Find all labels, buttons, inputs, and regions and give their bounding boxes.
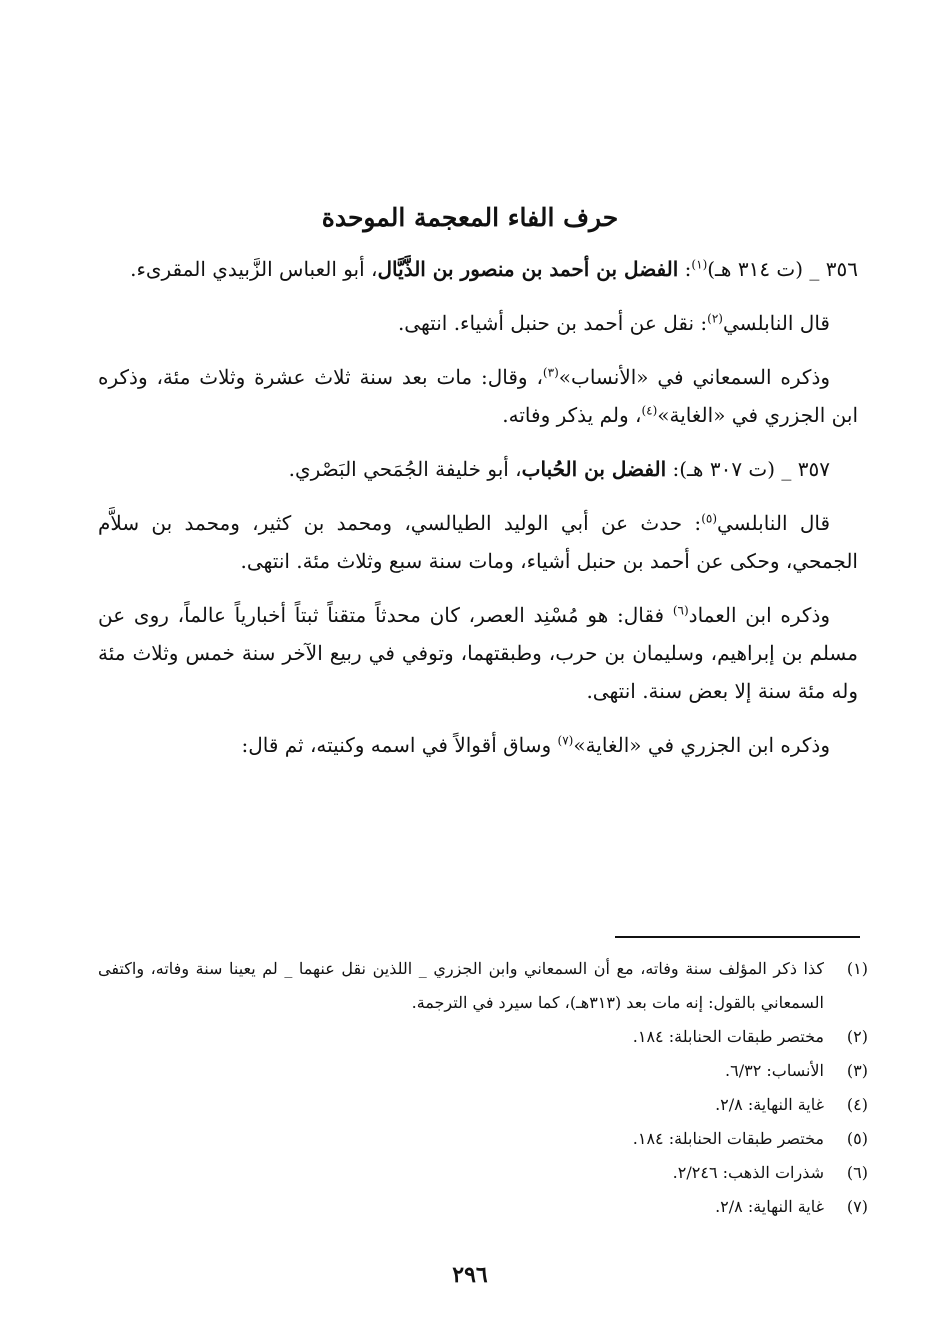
footnote-number: (١) xyxy=(846,959,868,978)
footnote-text: مختصر طبقات الحنابلة: ١٨٤. xyxy=(632,1129,824,1148)
footnote-number: (٤) xyxy=(846,1095,868,1114)
footnote-item xyxy=(98,1088,868,1122)
footnote-number: (٢) xyxy=(846,1027,868,1046)
footnote-text: غاية النهاية: ٢/٨. xyxy=(715,1095,824,1114)
entry-357 xyxy=(98,450,858,488)
footnote-text: مختصر طبقات الحنابلة: ١٨٤. xyxy=(632,1027,824,1046)
footnote-item xyxy=(98,1054,868,1088)
entry-colon: : xyxy=(666,457,680,481)
paragraph xyxy=(98,596,858,710)
footnote-item xyxy=(98,952,868,1020)
entry-356 xyxy=(98,250,858,288)
footnote-ref: (٣) xyxy=(542,365,559,380)
paragraph-text: وذكره ابن الجزري في «الغاية» xyxy=(573,733,830,757)
paragraph xyxy=(98,504,858,580)
footnote-text: شذرات الذهب: ٢/٢٤٦. xyxy=(672,1163,824,1182)
paragraph-text: وساق أقوالاً في اسمه وكنيته، ثم قال: xyxy=(241,733,558,757)
paragraph-text: : نقل عن أحمد بن حنبل أشياء. انتهى. xyxy=(397,311,708,335)
footnote-ref: (٤) xyxy=(641,403,658,418)
footnote-item xyxy=(98,1190,868,1224)
footnote-divider xyxy=(615,936,860,938)
entry-colon: : xyxy=(678,257,692,281)
paragraph-text: وذكره السمعاني في «الأنساب» xyxy=(558,365,831,389)
paragraph xyxy=(98,304,858,342)
entry-name: الفضل بن أحمد بن منصور بن الذَّيَّال xyxy=(377,257,679,281)
footnote-number: (٧) xyxy=(846,1197,868,1216)
paragraph xyxy=(98,358,858,434)
footnote-text: الأنساب: ٦/٣٢. xyxy=(725,1061,824,1080)
entry-name: الفضل بن الحُباب xyxy=(521,457,667,481)
footnote-number: (٦) xyxy=(846,1163,868,1182)
paragraph-text: قال النابلسي xyxy=(717,511,830,535)
footnote-number: (٣) xyxy=(846,1061,868,1080)
paragraph-text: ، ولم يذكر وفاته. xyxy=(502,403,642,427)
entry-rest: ، أبو العباس الزَّبيدي المقرىء. xyxy=(130,257,378,281)
entry-number: ٣٥٧ _ (ت ٣٠٧ هـ) xyxy=(679,457,830,481)
footnote-ref: (٥) xyxy=(701,511,718,526)
paragraph-text: وذكره ابن العماد xyxy=(688,603,831,627)
entry-rest: ، أبو خليفة الجُمَحي البَصْري. xyxy=(288,457,522,481)
entry-number: ٣٥٦ _ (ت ٣١٤ هـ) xyxy=(707,257,858,281)
paragraph-text: قال النابلسي xyxy=(722,311,830,335)
footnote-text: كذا ذكر المؤلف سنة وفاته، مع أن السمعاني وابن الجزري _ اللذين نقل عنهما _ لم يعينا سنة وفاته، واكتفى السمعاني بالقول: إنه مات بعد (٣١٣هـ)، كما سيرد في الترجمة. xyxy=(98,959,824,1012)
main-text xyxy=(98,250,858,780)
footnote-number: (٥) xyxy=(846,1129,868,1148)
footnote-ref: (٦) xyxy=(672,603,689,618)
footnote-item xyxy=(98,1122,868,1156)
page-title: حرف الفاء المعجمة الموحدة xyxy=(321,203,619,232)
paragraph-text: : حدث عن أبي الوليد الطيالسي، ومحمد بن كثير، ومحمد بن سلاَّم الجمحي، وحكى عن أحمد بن حنبل أشياء، ومات سنة سبع وثلاث مئة. انتهى. xyxy=(98,511,858,573)
footnote-item xyxy=(98,1020,868,1054)
footnote-ref: (١) xyxy=(691,257,708,272)
paragraph-text: فقال: هو مُسْنِد العصر، كان محدثاً متقناً ثبتاً أخبارياً عالماً، روى عن مسلم بن إبراهيم، وسليمان بن حرب، وطبقتهما، وتوفي في ربيع الآخر سنة خمس وثلاث مئة وله مئة سنة إلا بعض سنة. انتهى. xyxy=(98,603,858,703)
footnote-text: غاية النهاية: ٢/٨. xyxy=(715,1197,824,1216)
footnote-ref: (٢) xyxy=(707,311,723,326)
footnotes-list xyxy=(98,952,868,1224)
footnote-item xyxy=(98,1156,868,1190)
paragraph-text: ، وقال: مات بعد سنة ثلاث عشرة وثلاث مئة، وذكره ابن الجزري في «الغاية» xyxy=(98,365,858,427)
page-number: ٢٩٦ xyxy=(452,1262,488,1288)
paragraph xyxy=(98,726,858,764)
footnote-ref: (٧) xyxy=(557,733,574,748)
